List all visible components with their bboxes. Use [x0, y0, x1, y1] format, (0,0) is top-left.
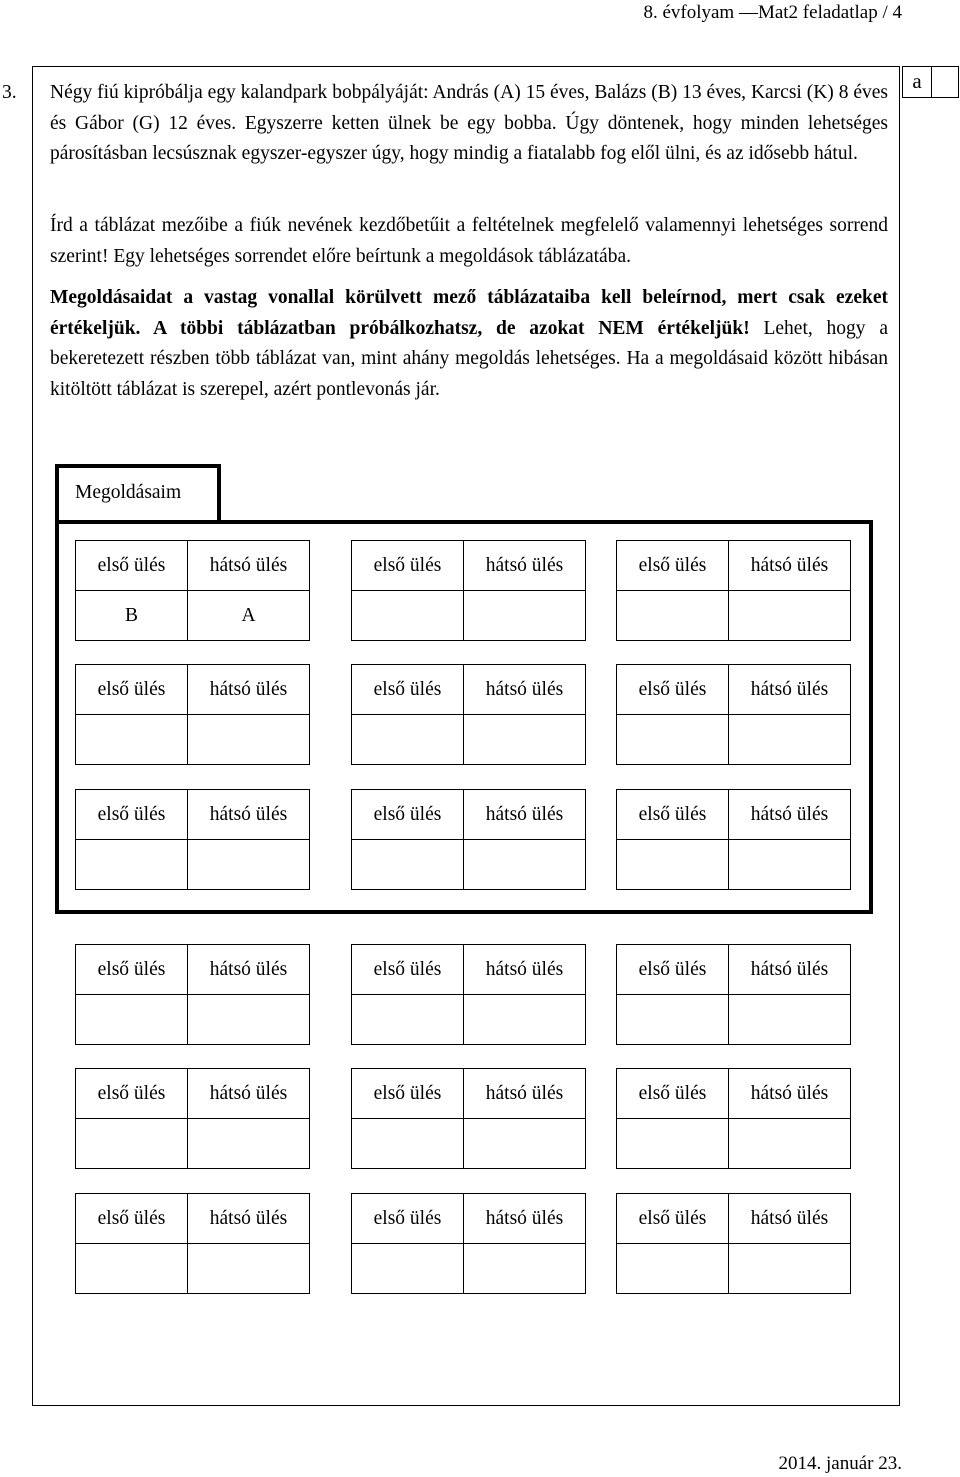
page-footer: 2014. január 23.	[778, 1453, 902, 1474]
front-seat-cell[interactable]	[352, 715, 464, 765]
seating-table	[75, 1193, 310, 1294]
front-seat-header: első ülés	[352, 665, 464, 715]
front-seat-header: első ülés	[352, 1194, 464, 1244]
back-seat-cell[interactable]	[464, 995, 586, 1045]
front-seat-header: első ülés	[76, 945, 188, 995]
seating-table	[75, 944, 310, 1045]
back-seat-header: hátsó ülés	[464, 790, 586, 840]
back-seat-cell[interactable]	[188, 840, 310, 890]
back-seat-cell[interactable]	[464, 840, 586, 890]
front-seat-cell[interactable]	[617, 840, 729, 890]
front-seat-cell[interactable]	[76, 995, 188, 1045]
front-seat-header: első ülés	[617, 790, 729, 840]
seating-table	[351, 1193, 586, 1294]
back-seat-header: hátsó ülés	[188, 541, 310, 591]
back-seat-header: hátsó ülés	[188, 790, 310, 840]
front-seat-cell[interactable]	[352, 1119, 464, 1169]
seating-table	[75, 1068, 310, 1169]
back-seat-header: hátsó ülés	[464, 945, 586, 995]
back-seat-cell[interactable]	[729, 1119, 851, 1169]
front-seat-header: első ülés	[352, 945, 464, 995]
back-seat-cell[interactable]	[188, 995, 310, 1045]
back-seat-header: hátsó ülés	[464, 1194, 586, 1244]
front-seat-header: első ülés	[617, 665, 729, 715]
score-label: a	[903, 67, 932, 97]
front-seat-header: első ülés	[617, 541, 729, 591]
back-seat-header: hátsó ülés	[729, 1194, 851, 1244]
back-seat-cell[interactable]	[729, 591, 851, 641]
seating-table	[351, 664, 586, 765]
front-seat-cell[interactable]	[617, 715, 729, 765]
front-seat-header: első ülés	[76, 1069, 188, 1119]
task-paragraph-1: Négy fiú kipróbálja egy kalandpark bobpályáját: András (A) 15 éves, Balázs (B) 13 éves, Karcsi (K) 8 éves és Gábor (G) 12 éves. Egyszerre ketten ülnek be egy bobba. Úgy döntenek, hogy minden lehetséges párosításban lecsúsznak egyszer-egyszer úgy, hogy mindig a fiatalabb fog elől ülni, és az idősebb hátul.	[50, 82, 888, 164]
seating-table	[616, 944, 851, 1045]
back-seat-cell[interactable]	[729, 840, 851, 890]
front-seat-cell[interactable]	[352, 840, 464, 890]
back-seat-cell[interactable]	[464, 1244, 586, 1294]
seating-table	[616, 664, 851, 765]
seating-table	[75, 664, 310, 765]
back-seat-cell[interactable]: A	[188, 591, 310, 641]
seating-table	[616, 540, 851, 641]
front-seat-header: első ülés	[352, 790, 464, 840]
front-seat-header: első ülés	[617, 1069, 729, 1119]
back-seat-cell[interactable]	[188, 1119, 310, 1169]
back-seat-header: hátsó ülés	[188, 1194, 310, 1244]
seating-table	[351, 1068, 586, 1169]
front-seat-cell[interactable]	[617, 591, 729, 641]
seating-table	[351, 944, 586, 1045]
seating-table	[75, 540, 310, 641]
seating-table	[351, 789, 586, 890]
front-seat-header: első ülés	[76, 541, 188, 591]
front-seat-cell[interactable]	[76, 715, 188, 765]
back-seat-header: hátsó ülés	[464, 1069, 586, 1119]
back-seat-cell[interactable]	[729, 995, 851, 1045]
back-seat-header: hátsó ülés	[729, 665, 851, 715]
front-seat-header: első ülés	[617, 1194, 729, 1244]
front-seat-cell[interactable]	[76, 1119, 188, 1169]
back-seat-header: hátsó ülés	[464, 541, 586, 591]
seating-table	[616, 1193, 851, 1294]
front-seat-cell[interactable]	[617, 1244, 729, 1294]
solutions-label: Megoldásaim	[55, 464, 221, 521]
back-seat-cell[interactable]	[464, 715, 586, 765]
task-paragraph-2: Írd a táblázat mezőibe a fiúk nevének kezdőbetűit a feltételnek megfelelő valamennyi lehetséges sorrend szerint! Egy lehetséges sorrendet előre beírtunk a megoldások táblázatába.	[50, 215, 888, 267]
front-seat-cell[interactable]	[352, 1244, 464, 1294]
back-seat-cell[interactable]	[729, 1244, 851, 1294]
front-seat-cell[interactable]	[76, 840, 188, 890]
back-seat-cell[interactable]	[464, 1119, 586, 1169]
back-seat-header: hátsó ülés	[464, 665, 586, 715]
task-note: Lehet, hogy a bekeretezett részben több táblázat van, mint ahány megoldás lehetséges. Ha a megoldásaid között hibásan kitöltött táblázat is szerepel, azért pontlevonás jár.	[50, 317, 888, 400]
front-seat-header: első ülés	[352, 541, 464, 591]
seating-table	[616, 789, 851, 890]
seating-table	[75, 789, 310, 890]
back-seat-header: hátsó ülés	[188, 1069, 310, 1119]
back-seat-header: hátsó ülés	[188, 945, 310, 995]
task-warning: Megoldásaidat a vastag vonallal körülvett mező táblázataiba kell beleírnod, mert csak ezeket értékeljük. A többi táblázatban próbálkozhatsz, de azokat NEM értékeljük!	[50, 287, 888, 339]
front-seat-header: első ülés	[352, 1069, 464, 1119]
back-seat-cell[interactable]	[188, 1244, 310, 1294]
back-seat-cell[interactable]	[464, 591, 586, 641]
seating-table	[351, 540, 586, 641]
back-seat-header: hátsó ülés	[729, 790, 851, 840]
task-number: 3.	[2, 82, 17, 103]
front-seat-header: első ülés	[617, 945, 729, 995]
front-seat-cell[interactable]	[352, 995, 464, 1045]
front-seat-cell[interactable]	[617, 995, 729, 1045]
back-seat-header: hátsó ülés	[729, 945, 851, 995]
front-seat-cell[interactable]	[76, 1244, 188, 1294]
front-seat-header: első ülés	[76, 790, 188, 840]
page-header: 8. évfolyam —Mat2 feladatlap / 4	[643, 2, 902, 23]
front-seat-cell[interactable]	[617, 1119, 729, 1169]
score-box	[902, 66, 959, 98]
back-seat-header: hátsó ülés	[729, 1069, 851, 1119]
back-seat-cell[interactable]	[729, 715, 851, 765]
back-seat-header: hátsó ülés	[188, 665, 310, 715]
task-paragraph-3	[50, 283, 888, 405]
seating-table	[616, 1068, 851, 1169]
back-seat-cell[interactable]	[188, 715, 310, 765]
back-seat-header: hátsó ülés	[729, 541, 851, 591]
front-seat-cell[interactable]: B	[76, 591, 188, 641]
front-seat-header: első ülés	[76, 1194, 188, 1244]
front-seat-cell[interactable]	[352, 591, 464, 641]
front-seat-header: első ülés	[76, 665, 188, 715]
